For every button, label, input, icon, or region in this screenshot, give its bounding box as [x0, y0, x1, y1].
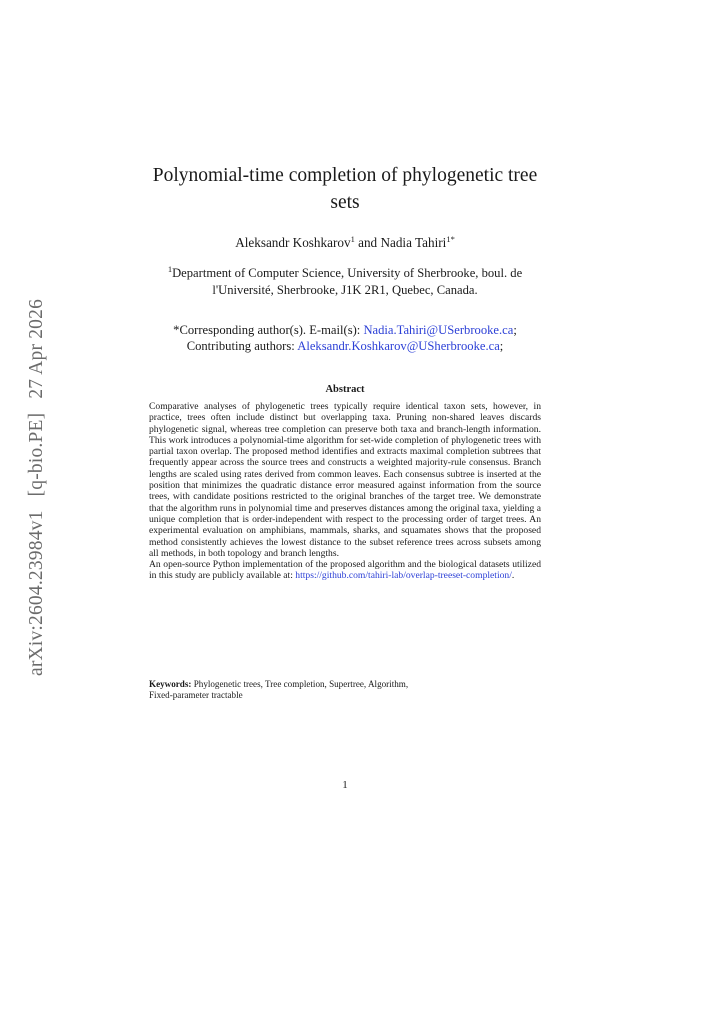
affiliation-mark: 1 [167, 264, 173, 274]
author-list [140, 234, 550, 251]
abstract-paragraph: Comparative analyses of phylogenetic trees typically require identical taxon sets, however, in practice, trees often include distinct but overlapping taxa. Pruning non-shared leaves discards phylogenetic signal, whereas tree completion can preserve both taxa and branch-length information. This work introduces a polynomial-time algorithm for set-wide completion of phylogenetic trees with partial taxon overlap. The proposed method identifies and extracts maximal completion subtrees that frequently appear across the source trees and constructs a weighted majority-rule consensus. Branch lengths are scaled using rates derived from common leaves. Each consensus subtree is inserted at the position that minimizes the quadratic distance error measured against information from the source trees, with candidate positions restricted to the original branches of the target tree. We demonstrate that the algorithm runs in polynomial time and preserves distances among the original taxa, yielding a unique completion that is order-independent with respect to the processing order of target trees. An experimental evaluation on amphibians, mammals, sharks, and squamates shows that the proposed method consistently achieves the lowest distance to the subset reference trees across subsets among all methods, in both topology and branch lengths. [149, 401, 541, 559]
title-line-2: sets [330, 192, 360, 213]
repository-link[interactable]: https://github.com/tahiri-lab/overlap-treeset-completion/ [295, 570, 512, 582]
abstract-availability [149, 559, 541, 582]
arxiv-sidebar-stamp [26, 299, 48, 676]
affiliation [140, 261, 550, 299]
contributing-email-link[interactable]: Aleksandr.Koshkarov@USherbrooke.ca [297, 339, 500, 353]
abstract-heading: Abstract [325, 384, 365, 395]
arxiv-id: arXiv:2604.23984v1 [26, 510, 47, 676]
keywords-label: Keywords: [149, 679, 192, 689]
contributing-label: Contributing authors: [186, 339, 298, 353]
page-number: 1 [342, 779, 348, 791]
title-line-1: Polynomial-time completion of phylogenetic tree [152, 165, 538, 186]
availability-text: An open-source Python implementation of the proposed algorithm and the biological datasets utilized in this study are publicly available at: [149, 559, 541, 582]
correspondence-block [140, 322, 550, 354]
keywords-line-2: Fixed-parameter tractable [149, 690, 243, 700]
keywords-line-1: Phylogenetic trees, Tree completion, Supertree, Algorithm, [191, 679, 409, 689]
affiliation-line-1: Department of Computer Science, University of Sherbrooke, boul. de [172, 266, 523, 280]
corresponding-suffix: ; [513, 323, 517, 337]
author-affiliation-mark: 1* [446, 234, 455, 244]
author-name: Aleksandr Koshkarov [235, 235, 351, 250]
corresponding-email-link[interactable]: Nadia.Tahiri@USerbrooke.ca [363, 323, 514, 337]
paper-title [140, 162, 550, 216]
author-conjunction: and [354, 235, 381, 250]
arxiv-date: 27 Apr 2026 [26, 298, 47, 399]
abstract-body [149, 401, 541, 582]
arxiv-category: [q-bio.PE] [26, 412, 47, 497]
keywords-block [149, 679, 541, 701]
corresponding-label: *Corresponding author(s). E-mail(s): [173, 323, 364, 337]
contributing-suffix: ; [499, 339, 504, 353]
availability-end: . [511, 570, 515, 582]
author-name: Nadia Tahiri [380, 235, 447, 250]
author-affiliation-mark: 1 [350, 234, 355, 244]
affiliation-line-2: l'Université, Sherbrooke, J1K 2R1, Quebec, Canada. [212, 283, 478, 297]
